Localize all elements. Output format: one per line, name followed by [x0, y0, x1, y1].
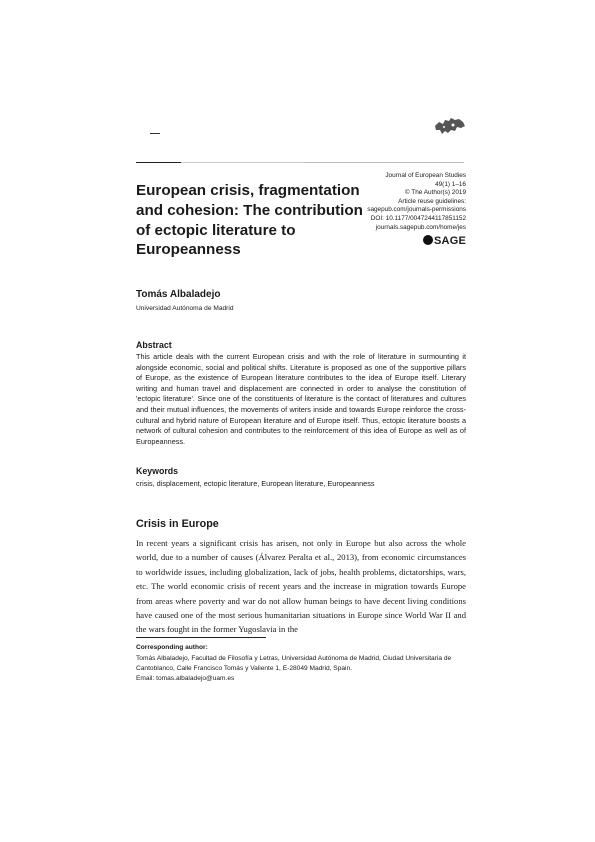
permissions-link[interactable]: sagepub.com/journals-permissions: [367, 206, 466, 214]
publisher-logo: [420, 235, 466, 247]
correspondence-block: [136, 654, 466, 683]
correspondence-address: Tomás Albaladejo, Facultad de Filosofía y Letras, Universidad Autónoma de Madrid, Ciudad Universitaria de Cantoblanco, Calle Francisco Tomás y Valiente 1, E-28049 Madrid, Spain.: [136, 655, 452, 672]
correspondence-email[interactable]: Email: tomas.albaladejo@uam.es: [136, 674, 235, 682]
correspondence-heading: Corresponding author:: [136, 644, 208, 651]
footnote-rule: [136, 637, 266, 638]
journal-home-link[interactable]: journals.sagepub.com/home/jes: [375, 223, 466, 231]
keywords-list: crisis, displacement, ectopic literature, European literature, Europeanness: [136, 479, 375, 488]
reuse-guidelines: Article reuse guidelines:: [398, 197, 466, 205]
journal-volume: 49(1) 1–16: [435, 180, 466, 188]
author-affiliation: Universidad Autónoma de Madrid: [136, 305, 234, 312]
section-body: In recent years a significant crisis has arisen, not only in Europe but also across the whole world, due to a number of causes (Álvarez Peralta et al., 2013), from economic circumstances to worldwide issues, including globalization, lack of jobs, health problems, dictatorships, wars, etc. The world economic crisis of recent years and the increase in migration towards Europe from areas where poverty and war do not allow human beings to have decent living conditions have caused one of the most serious humanitarian situations in Europe since World War II and the wars fought in the former Yugoslavia in the: [136, 538, 466, 635]
author-name: Tomás Albaladejo: [136, 289, 221, 300]
abstract-text: This article deals with the current European crisis and with the role of literature in surmounting it alongside economic, social and political shifts. Literature is proposed as one of the supportive pillars of Europe, as the existence of European literature contributes to the idea of Europe itself. Literary writing and human travel and displacement are connected in order to analyse the constitution of 'ectopic literature'. Since one of the constituents of literature is the contact of literatures and cultures and their mutual influences, the movements of writers inside and towards Europe reinforce the cross-cultural and hybrid nature of European literature and of Europe itself. Thus, ectopic literature boosts a network of cultural cohesion and contributes to the reinforcement of this idea of Europe as well as of Europeanness.: [136, 352, 466, 446]
keywords-heading: Keywords: [136, 466, 179, 476]
journal-logo-map: [433, 116, 467, 136]
journal-name: Journal of European Studies: [385, 172, 466, 179]
top-mark: [150, 133, 160, 134]
header-rule-left: [136, 162, 181, 163]
header-rule-middle: [181, 162, 304, 163]
publisher-name: SAGE: [434, 235, 466, 247]
doi[interactable]: DOI: 10.1177/0047244117851152: [370, 214, 466, 222]
abstract-heading: Abstract: [136, 340, 172, 350]
sage-circle-icon: [423, 235, 433, 245]
section-heading: Crisis in Europe: [136, 518, 219, 530]
header-rule-right: [304, 162, 464, 163]
copyright: © The Author(s) 2019: [404, 189, 466, 197]
article-title: European crisis, fragmentation and cohesion: The contribution of ectopic literature to Europeanness: [136, 182, 363, 259]
